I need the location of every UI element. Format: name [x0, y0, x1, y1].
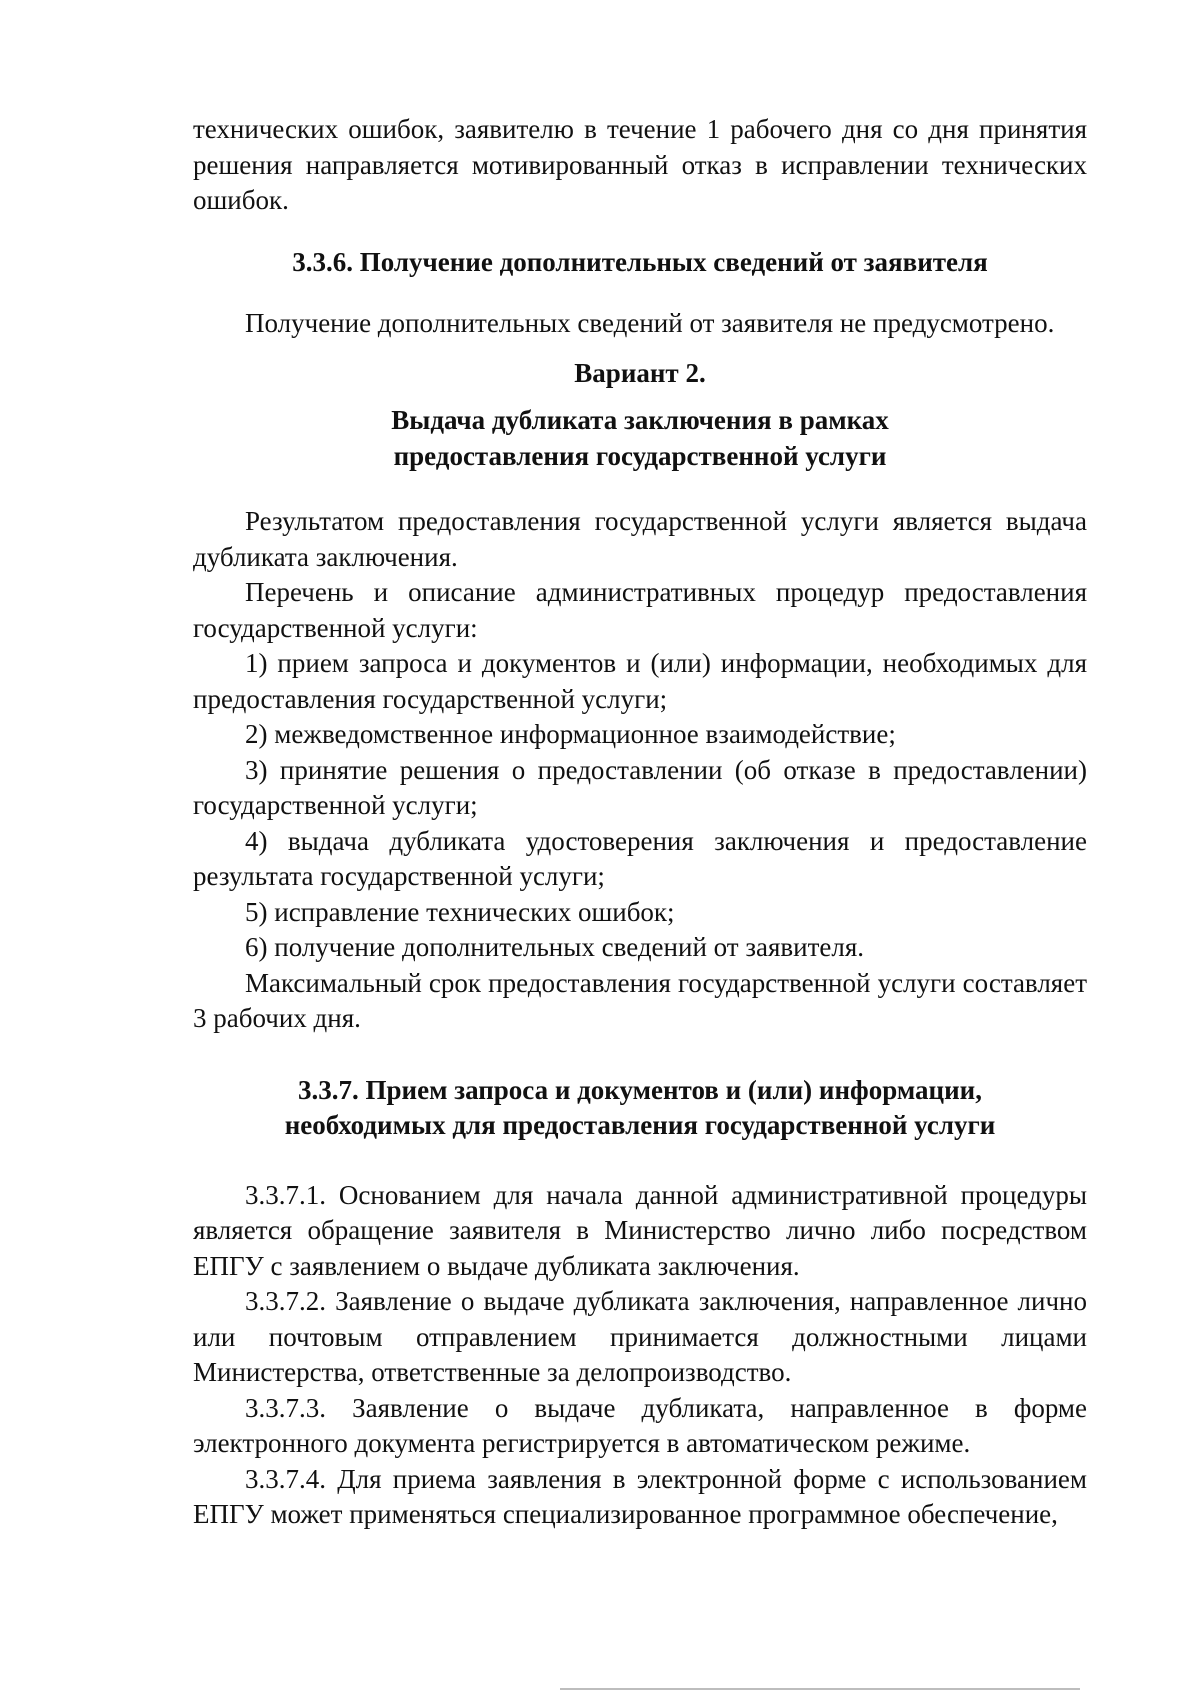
list-item: 6) получение дополнительных сведений от заявителя. — [245, 932, 865, 962]
variant-title — [193, 403, 1087, 474]
list-item: 4) выдача дубликата удостоверения заключения и предоставление результата государственной услуги; — [193, 825, 1087, 891]
result-paragraph: Результатом предоставления государственной услуги является выдача дубликата заключения. — [193, 506, 1087, 572]
intro-paragraph: технических ошибок, заявителю в течение 1 рабочего дня со дня принятия решения направляется мотивированный отказ в исправлении технических ошибок. — [193, 114, 1087, 215]
list-item: 1) прием запроса и документов и (или) информации, необходимых для предоставления государственной услуги; — [193, 648, 1087, 714]
section-337-paragraph: 3.3.7.4. Для приема заявления в электронной форме с использованием ЕПГУ может применяться специализированное программное обеспечение, — [193, 1463, 1087, 1529]
document-page — [193, 112, 1087, 1533]
max-term-paragraph: Максимальный срок предоставления государственной услуги составляет 3 рабочих дня. — [193, 967, 1087, 1033]
section-337-paragraph: 3.3.7.2. Заявление о выдаче дубликата заключения, направленное лично или почтовым отправлением принимается должностными лицами Министерства, ответственные за делопроизводство. — [193, 1286, 1087, 1387]
section-337-paragraph: 3.3.7.1. Основанием для начала данной административной процедуры является обращение заявителя в Министерство лично либо посредством ЕПГУ с заявлением о выдаче дубликата заключения. — [193, 1179, 1087, 1281]
section-337-heading — [193, 1073, 1087, 1144]
variant-title-line1: Выдача дубликата заключения в рамках — [391, 405, 889, 435]
variant-title-line2: предоставления государственной услуги — [393, 440, 887, 471]
list-item: 3) принятие решения о предоставлении (об отказе в предоставлении) государственной услуги; — [193, 754, 1087, 820]
section-337-heading-line1: 3.3.7. Прием запроса и документов и (или) информации, — [298, 1074, 982, 1105]
section-336-heading: 3.3.6. Получение дополнительных сведений от заявителя — [292, 246, 988, 277]
list-intro-paragraph: Перечень и описание административных процедур предоставления государственной услуги: — [193, 577, 1087, 643]
section-336-text: Получение дополнительных сведений от заявителя не предусмотрено. — [245, 308, 1055, 338]
list-item: 5) исправление технических ошибок; — [245, 896, 675, 927]
scan-edge-line — [560, 1688, 1080, 1690]
section-337-paragraph: 3.3.7.3. Заявление о выдаче дубликата, направленное в форме электронного документа регистрируется в автоматическом режиме. — [193, 1392, 1087, 1458]
variant-label: Вариант 2. — [574, 357, 706, 388]
list-item: 2) межведомственное информационное взаимодействие; — [245, 719, 896, 749]
section-337-heading-line2: необходимых для предоставления государственной услуги — [284, 1110, 996, 1140]
